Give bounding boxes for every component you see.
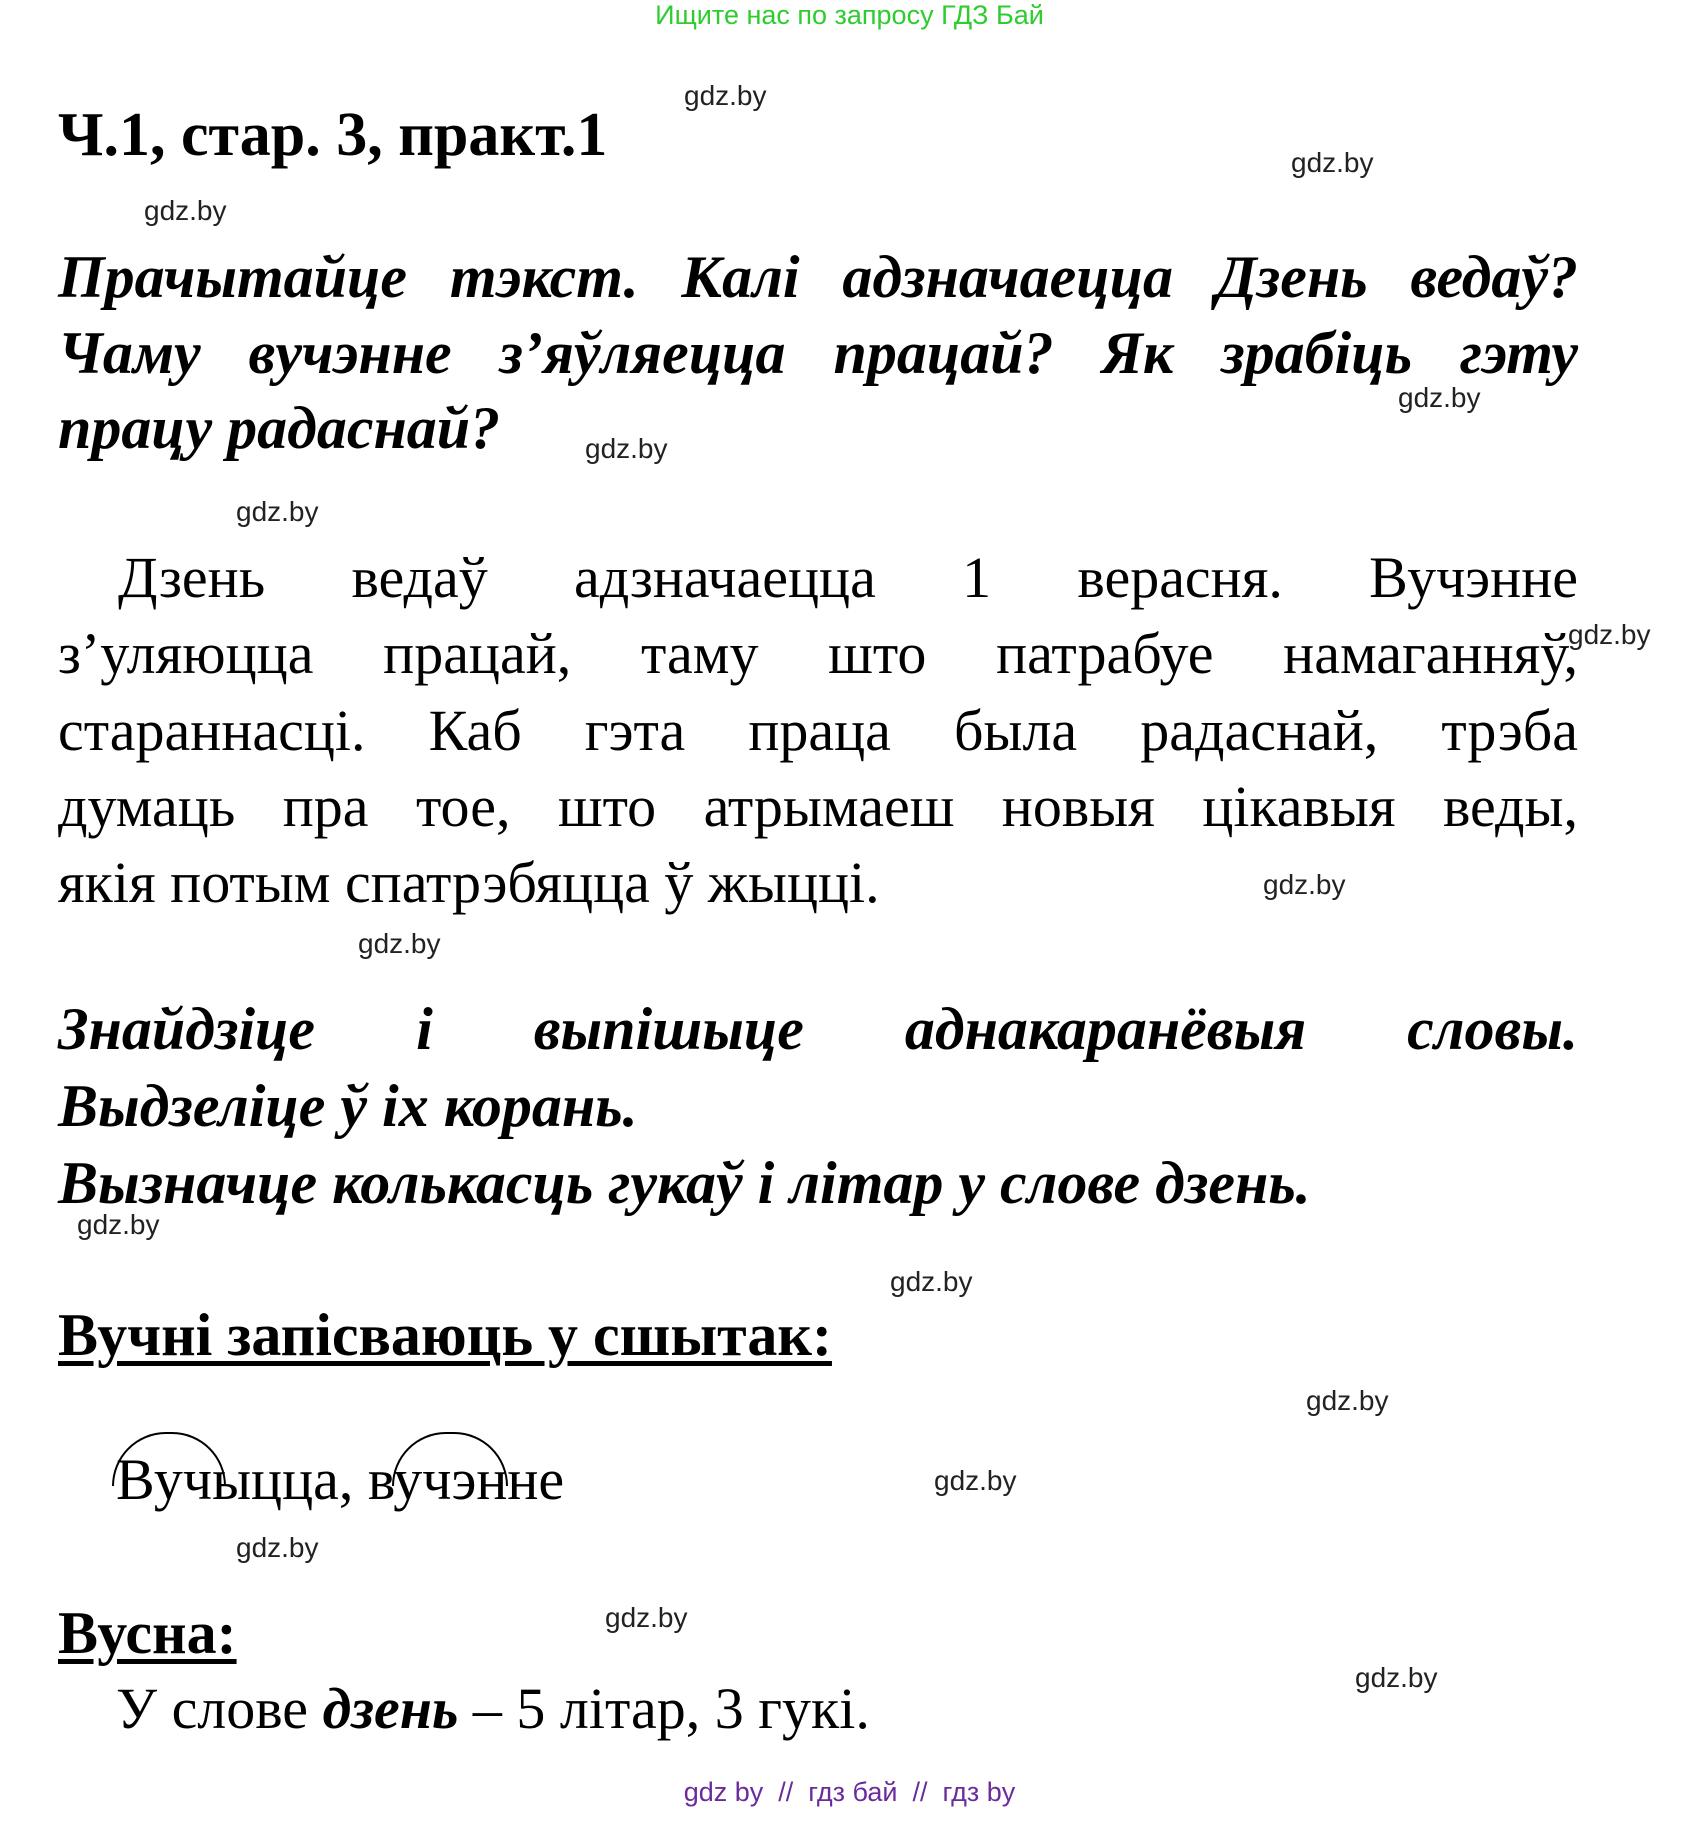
oral-prefix: У слове — [116, 1676, 323, 1741]
watermark: gdz.by — [1398, 382, 1481, 413]
answer-line: стараннасці. Каб гэта праца была радаснай, трэба — [58, 698, 1578, 763]
answer-line: Дзень ведаў адзначаецца 1 верасня. Вучэнне — [118, 545, 1578, 610]
watermark: gdz.by — [236, 496, 319, 527]
watermark: gdz.by — [77, 1209, 160, 1240]
watermark: gdz.by — [1355, 1662, 1438, 1693]
answer-line: з’уляюцца працай, таму што патрабуе намаганняў, — [58, 621, 1578, 686]
oral-answer — [116, 1674, 870, 1744]
footer-links[interactable]: gdz by // гдз бай // гдз by — [683, 1777, 1016, 1807]
page-title: Ч.1, стар. 3, практ.1 — [58, 101, 608, 169]
watermark: gdz.by — [236, 1532, 319, 1563]
answer-line: якія потым спатрэбяцца ў жыцці. — [58, 850, 880, 915]
watermark: gdz.by — [1306, 1385, 1389, 1416]
cognate-words: Вучыцца, вучэнне — [116, 1447, 565, 1512]
written-heading: Вучні запісваюць у сшытак: — [58, 1302, 832, 1368]
search-banner-link[interactable]: Ищите нас по запросу ГДЗ Бай — [655, 0, 1044, 30]
watermark: gdz.by — [684, 80, 767, 111]
task-question-line: Чаму вучэнне з’яўляецца працай? Як зрабіць гэту — [58, 320, 1578, 386]
watermark: gdz.by — [144, 195, 227, 226]
oral-heading: Вусна: — [58, 1600, 237, 1666]
watermark: gdz.by — [934, 1465, 1017, 1496]
task-instruction-line: Знайдзіце і выпішыце аднакаранёвыя словы. — [58, 996, 1578, 1062]
watermark: gdz.by — [1291, 147, 1374, 178]
task-question-line: працу радаснай? — [58, 395, 501, 461]
watermark: gdz.by — [358, 928, 441, 959]
task-question-line: Прачытайце тэкст. Калі адзначаецца Дзень ведаў? — [58, 244, 1578, 310]
watermark: gdz.by — [605, 1602, 688, 1633]
oral-word: дзень — [322, 1676, 459, 1741]
watermark: gdz.by — [890, 1266, 973, 1297]
task-instruction-line: Выдзеліце ў іх корань. — [58, 1073, 638, 1139]
watermark: gdz.by — [585, 433, 668, 464]
task-instruction-line: Вызначце колькасць гукаў і літар у слове дзень. — [58, 1150, 1311, 1216]
watermark: gdz.by — [1568, 619, 1651, 650]
oral-suffix: – 5 літар, 3 гукі. — [458, 1676, 870, 1741]
answer-line: думаць пра тое, што атрымаеш новыя цікавыя веды, — [58, 774, 1578, 839]
watermark: gdz.by — [1263, 869, 1346, 900]
